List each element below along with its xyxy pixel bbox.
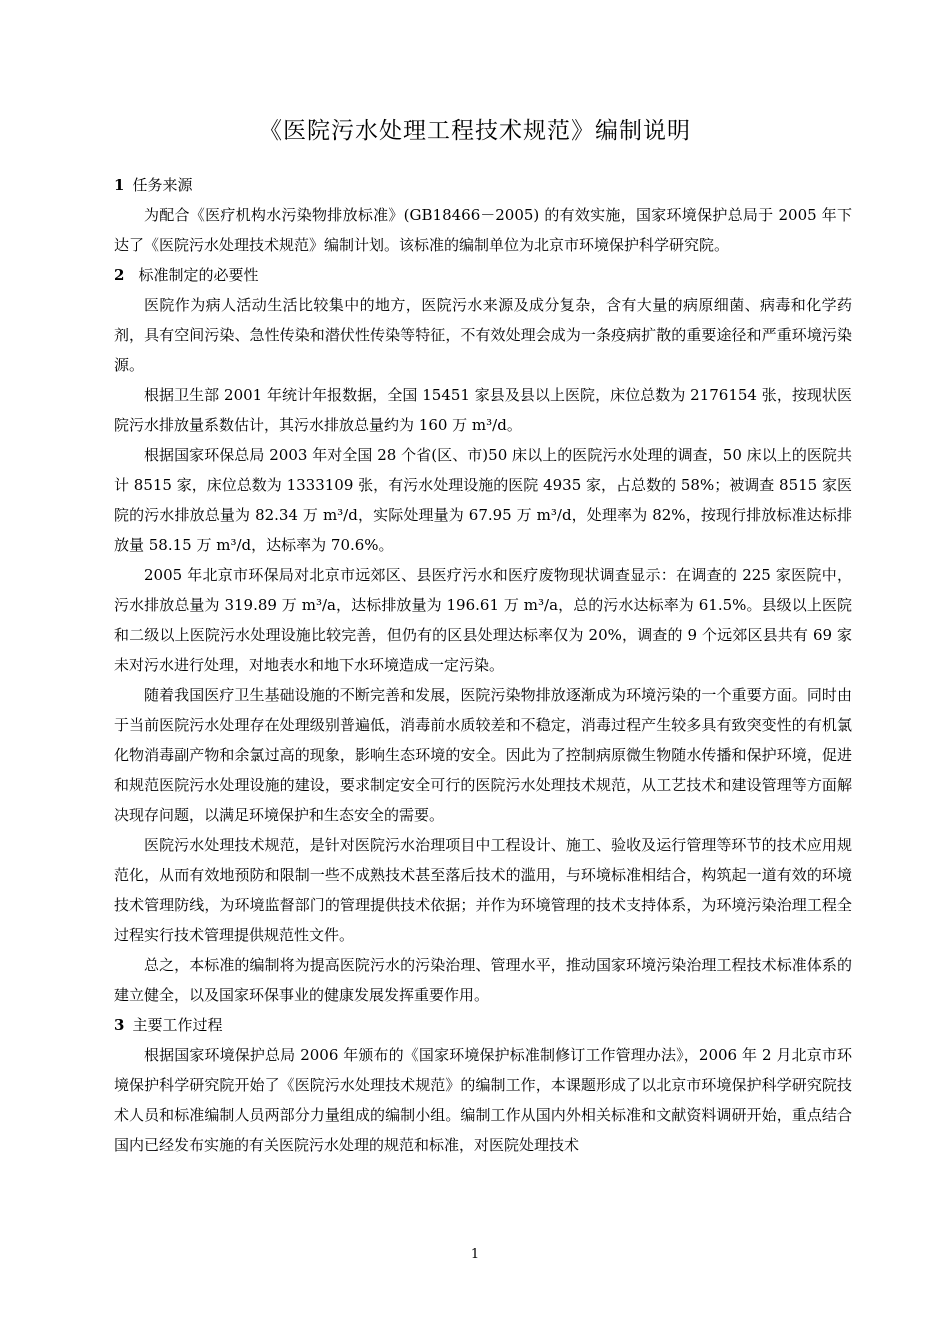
paragraph: 根据卫生部 2001 年统计年报数据，全国 15451 家县及县以上医院，床位总数为 2176154 张，按现状医院污水排放量系数估计，其污水排放总量约为 160 万 m³/d。 <box>114 386 852 434</box>
paragraph: 随着我国医疗卫生基础设施的不断完善和发展，医院污染物排放逐渐成为环境污染的一个重要方面。同时由于当前医院污水处理存在处理级别普遍低，消毒前水质较差和不稳定，消毒过程产生较多具有致突变性的有机氯化物消毒副产物和余氯过高的现象，影响生态环境的安全。因此为了控制病原微生物随水传播和保护环境，促进和规范医院污水处理设施的建设，要求制定安全可行的医院污水处理技术规范，从工艺技术和建设管理等方面解决现存问题，以满足环境保护和生态安全的需要。 <box>114 686 852 824</box>
document-body <box>114 170 852 1160</box>
paragraph: 根据国家环保总局 2003 年对全国 28 个省(区、市)50 床以上的医院污水处理的调查，50 床以上的医院共计 8515 家，床位总数为 1333109 张，有污水处理设施的医院 4935 家，占总数的 58%；被调查 8515 家医院的污水排放总量为 82.34 万 m³/d，实际处理量为 67.95 万 m³/d，处理率为 82%，按现行排放标准达标排放量 58.15 万 m³/d，达标率为 70.6%。 <box>114 446 852 554</box>
paragraph: 总之，本标准的编制将为提高医院污水的污染治理、管理水平，推动国家环境污染治理工程技术标准体系的建立健全，以及国家环保事业的健康发展发挥重要作用。 <box>114 956 852 1004</box>
paragraph: 为配合《医疗机构水污染物排放标准》(GB18466－2005) 的有效实施，国家环境保护总局于 2005 年下达了《医院污水处理技术规范》编制计划。该标准的编制单位为北京市环境保护科学研究院。 <box>114 206 852 254</box>
section-title: 任务来源 <box>132 176 193 194</box>
page-number: 1 <box>470 1247 480 1262</box>
paragraph: 2005 年北京市环保局对北京市远郊区、县医疗污水和医疗废物现状调查显示：在调查的 225 家医院中，污水排放总量为 319.89 万 m³/a，达标排放量为 196.61 万 m³/a，总的污水达标率为 61.5%。县级以上医院和二级以上医院污水处理设施比较完善，但仍有的区县处理达标率仅为 20%，调查的 9 个远郊区县共有 69 家未对污水进行处理，对地表水和地下水环境造成一定污染。 <box>114 566 852 674</box>
section-title: 标准制定的必要性 <box>138 266 259 284</box>
paragraph: 医院污水处理技术规范，是针对医院污水治理项目中工程设计、施工、验收及运行管理等环节的技术应用规范化，从而有效地预防和限制一些不成熟技术甚至落后技术的滥用，与环境标准相结合，构筑起一道有效的环境技术管理防线，为环境监督部门的管理提供技术依据；并作为环境管理的技术支持体系，为环境污染治理工程全过程实行技术管理提供规范性文件。 <box>114 836 852 944</box>
section-heading-3 <box>114 1010 852 1040</box>
paragraph: 根据国家环境保护总局 2006 年颁布的《国家环境保护标准制修订工作管理办法》，2006 年 2 月北京市环境保护科学研究院开始了《医院污水处理技术规范》的编制工作，本课题形成了以北京市环境保护科学研究院技术人员和标准编制人员两部分力量组成的编制小组。编制工作从国内外相关标准和文献资料调研开始，重点结合国内已经发布实施的有关医院污水处理的规范和标准，对医院处理技术 <box>114 1046 852 1154</box>
paragraph: 医院作为病人活动生活比较集中的地方，医院污水来源及成分复杂，含有大量的病原细菌、病毒和化学药剂，具有空间污染、急性传染和潜伏性传染等特征，不有效处理会成为一条疫病扩散的重要途径和严重环境污染源。 <box>114 296 852 374</box>
section-title: 主要工作过程 <box>132 1016 223 1034</box>
section-heading-1 <box>114 170 852 200</box>
section-number: 2 <box>114 266 125 284</box>
section-number: 1 <box>114 176 125 194</box>
document-title: 《医院污水处理工程技术规范》编制说明 <box>259 118 691 144</box>
section-heading-2 <box>114 260 852 290</box>
section-number: 3 <box>114 1016 125 1034</box>
